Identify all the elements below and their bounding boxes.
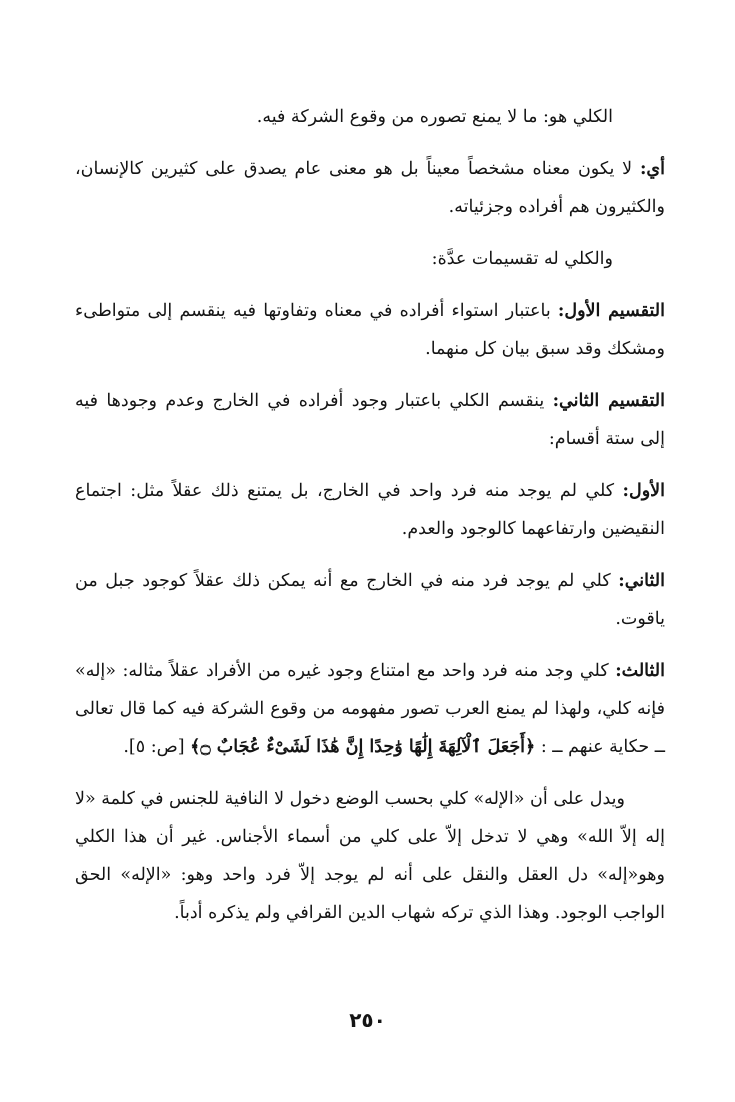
division-2-text: ينقسم الكلي باعتبار وجود أفراده في الخارج وعدم وجودها فيه إلى ستة أقسام: — [75, 391, 665, 449]
first-paragraph — [75, 472, 665, 548]
explanation-label: أي: — [639, 159, 665, 179]
explanation-paragraph — [75, 150, 665, 226]
quran-verse: ﴿أَجَعَلَ ٱلْآلِهَةَ إِلَٰهًا وَٰحِدًا إِنَّ هَٰذَا لَشَىْءٌ عُجَابٌ ۝﴾ — [190, 737, 536, 757]
page-body — [75, 98, 665, 932]
second-label: الثاني: — [618, 571, 665, 591]
second-paragraph — [75, 562, 665, 638]
division-2-paragraph — [75, 382, 665, 458]
explanation-text: لا يكون معناه مشخصاً معيناً بل هو معنى عام يصدق على كثيرين كالإنسان، والكثيرون هم أفراده وجزئياته. — [75, 159, 665, 217]
first-text: كلي لم يوجد منه فرد واحد في الخارج، بل يمتنع ذلك عقلاً مثل: اجتماع النقيضين وارتفاعهما كالوجود والعدم. — [75, 481, 665, 539]
third-text: كلي وجد منه فرد واحد مع امتناع وجود غيره من الأفراد عقلاً مثاله: «إله» فإنه كلي، ولهذا لم يمنع العرب تصور مفهومه من وقوع الشركة فيه كما قال تعالى ــ حكاية عنهم ــ : — [75, 661, 665, 757]
second-text: كلي لم يوجد فرد منه في الخارج مع أنه يمكن ذلك عقلاً كوجود جبل من ياقوت. — [75, 571, 665, 629]
third-label: الثالث: — [615, 661, 665, 681]
divisions-intro-text: والكلي له تقسيمات عدَّة: — [431, 249, 613, 269]
verse-reference: [ص: ٥]. — [123, 737, 191, 757]
definition-paragraph — [75, 98, 665, 136]
first-label: الأول: — [622, 481, 665, 501]
final-paragraph — [75, 780, 665, 932]
division-2-label: التقسيم الثاني: — [552, 391, 665, 411]
division-1-label: التقسيم الأول: — [557, 301, 665, 321]
divisions-intro — [75, 240, 665, 278]
third-paragraph — [75, 652, 665, 766]
division-1-text: باعتبار استواء أفراده في معناه وتفاوتها فيه ينقسم إلى متواطىء ومشكك وقد سبق بيان كل منهما. — [75, 301, 665, 359]
final-paragraph-text: ويدل على أن «الإله» كلي بحسب الوضع دخول لا النافية للجنس في كلمة «لا إله إلاّ الله» وهي لا تدخل إلاّ على كلي من أسماء الأجناس. غير أن هذا الكلي وهو«إله» دل العقل والنقل على أنه لم يوجد إلاّ فرد واحد وهو: «الإله» الحق الواجب الوجود. وهذا الذي تركه شهاب الدين القرافي ولم يذكره أدباً. — [75, 789, 665, 923]
definition-text: الكلي هو: ما لا يمنع تصوره من وقوع الشركة فيه. — [256, 107, 613, 127]
division-1-paragraph — [75, 292, 665, 368]
page-number: ٢٥٠ — [349, 1008, 386, 1032]
